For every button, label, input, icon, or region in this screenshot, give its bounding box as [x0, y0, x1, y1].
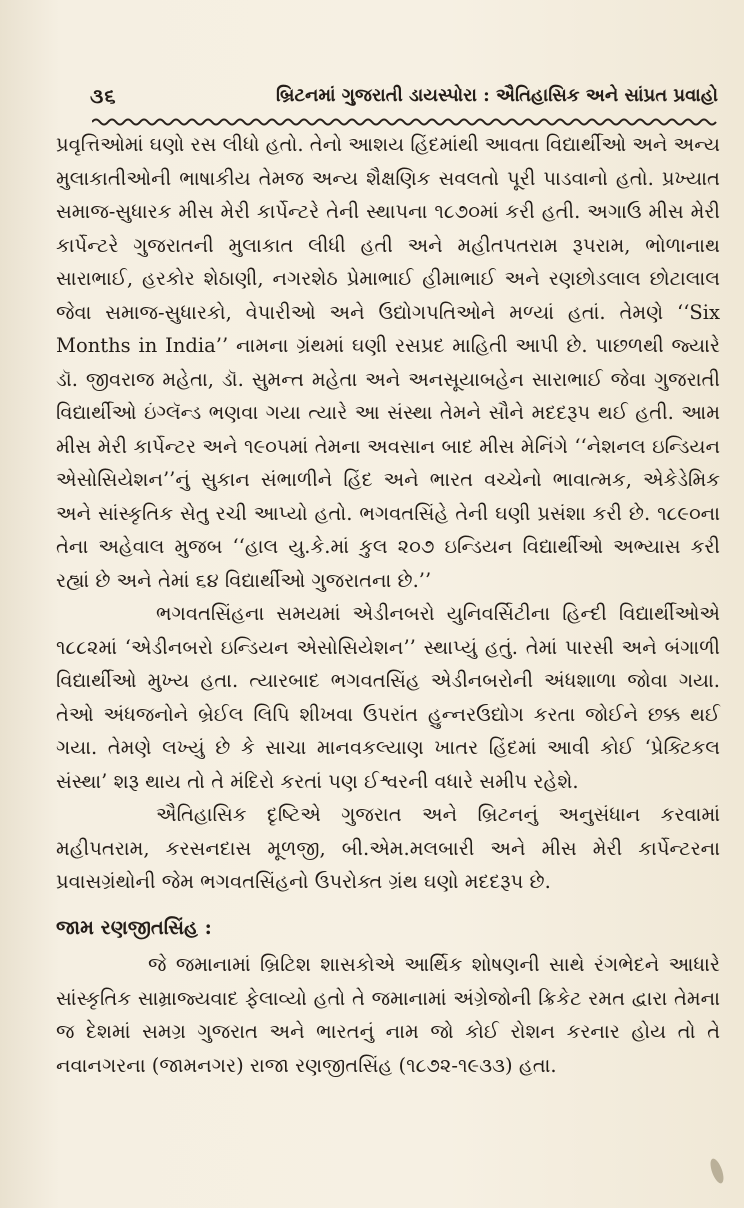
paragraph-4: જે જમાનામાં બ્રિટિશ શાસકોએ આર્થિક શોષણની સાથે રંગભેદને આધારે સાંસ્કૃતિક સામ્રાજ્યવાદ ફેલાવ્યો હતો તે જમાનામાં અંગ્રેજોની ક્રિકેટ રમત દ્વારા તેમના જ દેશમાં સમગ્ર ગુજરાત અને ભારતનું નામ જો કોઈ રોશન કરનાર હોય તો તે નવાનગરના (જામનગર) રાજા રણજીતસિંહ (૧૮૭૨-૧૯૩૩) હતા.: [56, 953, 720, 1077]
section-heading: જામ રણજીતસિંહ :: [56, 915, 212, 939]
body-text: [56, 128, 720, 1082]
paragraph-1: પ્રવૃત્તિઓમાં ઘણો રસ લીધો હતો. તેનો આશય હિંદમાંથી આવતા વિદ્યાર્થીઓ અને અન્ય મુલાકાતીઓની ભાષાકીય તેમજ અન્ય શૈક્ષણિક સવલતો પૂરી પાડવાનો હતો. પ્રખ્યાત સમાજ-સુધારક મીસ મેરી કાર્પેન્ટરે તેની સ્થાપના ૧૮૭૦માં કરી હતી. અગાઉ મીસ મેરી કાર્પેન્ટરે ગુજરાતની મુલાકાત લીધી હતી અને મહીતપતરામ રૂપરામ, ભોળાનાથ સારાભાઈ, હરકોર શેઠાણી, નગરશેઠ પ્રેમાભાઈ હીમાભાઈ અને રણછોડલાલ છોટાલાલ જેવા સમાજ-સુધારકો, વેપારીઓ અને ઉદ્યોગપતિઓને મળ્યાં હતાં. તેમણે ‘‘Six Months in India’’ નામના ગ્રંથમાં ઘણી રસપ્રદ માહિતી આપી છે. પાછળથી જ્યારે ડૉ. જીવરાજ મહેતા, ડૉ. સુમન્ત મહેતા અને અનસૂયાબહેન સારાભાઈ જેવા ગુજરાતી વિદ્યાર્થીઓ ઇંગ્લૅન્ડ ભણવા ગયા ત્યારે આ સંસ્થા તેમને સૌને મદદરૂપ થઈ હતી. આમ મીસ મેરી કાર્પેન્ટર અને ૧૯૦૫માં તેમના અવસાન બાદ મીસ મેનિંગે ‘‘નેશનલ ઇન્ડિયન એસોસિયેશન’’નું સુકાન સંભાળીને હિંદ અને ભારત વચ્ચેનો ભાવાત્મક, એકેડેમિક અને સાંસ્કૃતિક સેતુ રચી આપ્યો હતો. ભગવતસિંહે તેની ઘણી પ્રસંશા કરી છે. ૧૮૯૦ના તેના અહેવાલ મુજબ ‘‘હાલ યુ.કે.માં કુલ ૨૦૭ ઇન્ડિયન વિદ્યાર્થીઓ અભ્યાસ કરી રહ્યાં છે અને તેમાં ૬૪ વિદ્યાર્થીઓ ગુજરાતના છે.’’: [56, 133, 720, 592]
running-title: બ્રિટનમાં ગુજરાતી ડાયસ્પોરા : ઐતિહાસિક અને સાંપ્રત પ્રવાહો: [275, 85, 718, 106]
paragraph-2: ભગવતસિંહના સમયમાં એડીનબરો યુનિવર્સિટીના હિન્દી વિદ્યાર્થીઓએ ૧૮૮૨માં ‘એડીનબરો ઇન્ડિયન એસોસિયેશન’’ સ્થાપ્યું હતું. તેમાં પારસી અને બંગાળી વિદ્યાર્થીઓ મુખ્ય હતા. ત્યારબાદ ભગવતસિંહ એડીનબરોની અંધશાળા જોવા ગયા. તેઓ અંધજનોને બ્રેઈલ લિપિ શીખવા ઉપરાંત હુન્નરઉદ્યોગ કરતા જોઈને છક્ક થઈ ગયા. તેમણે લખ્યું છે કે સાચા માનવકલ્યાણ ખાતર હિંદમાં આવી કોઈ ‘પ્રેક્ટિકલ સંસ્થા’ શરૂ થાય તો તે મંદિરો કરતાં પણ ઈશ્વરની વધારે સમીપ રહેશે.: [56, 602, 720, 793]
paper-speck: [708, 1157, 726, 1185]
paragraph-3: ઐતિહાસિક દૃષ્ટિએ ગુજરાત અને બ્રિટનનું અનુસંધાન કરવામાં મહીપતરામ, કરસનદાસ મૂળજી, બી.એમ.મલબારી અને મીસ મેરી કાર્પેન્ટરના પ્રવાસગ્રંથોની જેમ ભગવતસિંહનો ઉપરોક્ત ગ્રંથ ઘણો મદદરૂપ છે.: [56, 803, 720, 893]
page-number: ૩૬: [90, 84, 117, 108]
decorative-wavy-rule: [92, 116, 720, 128]
